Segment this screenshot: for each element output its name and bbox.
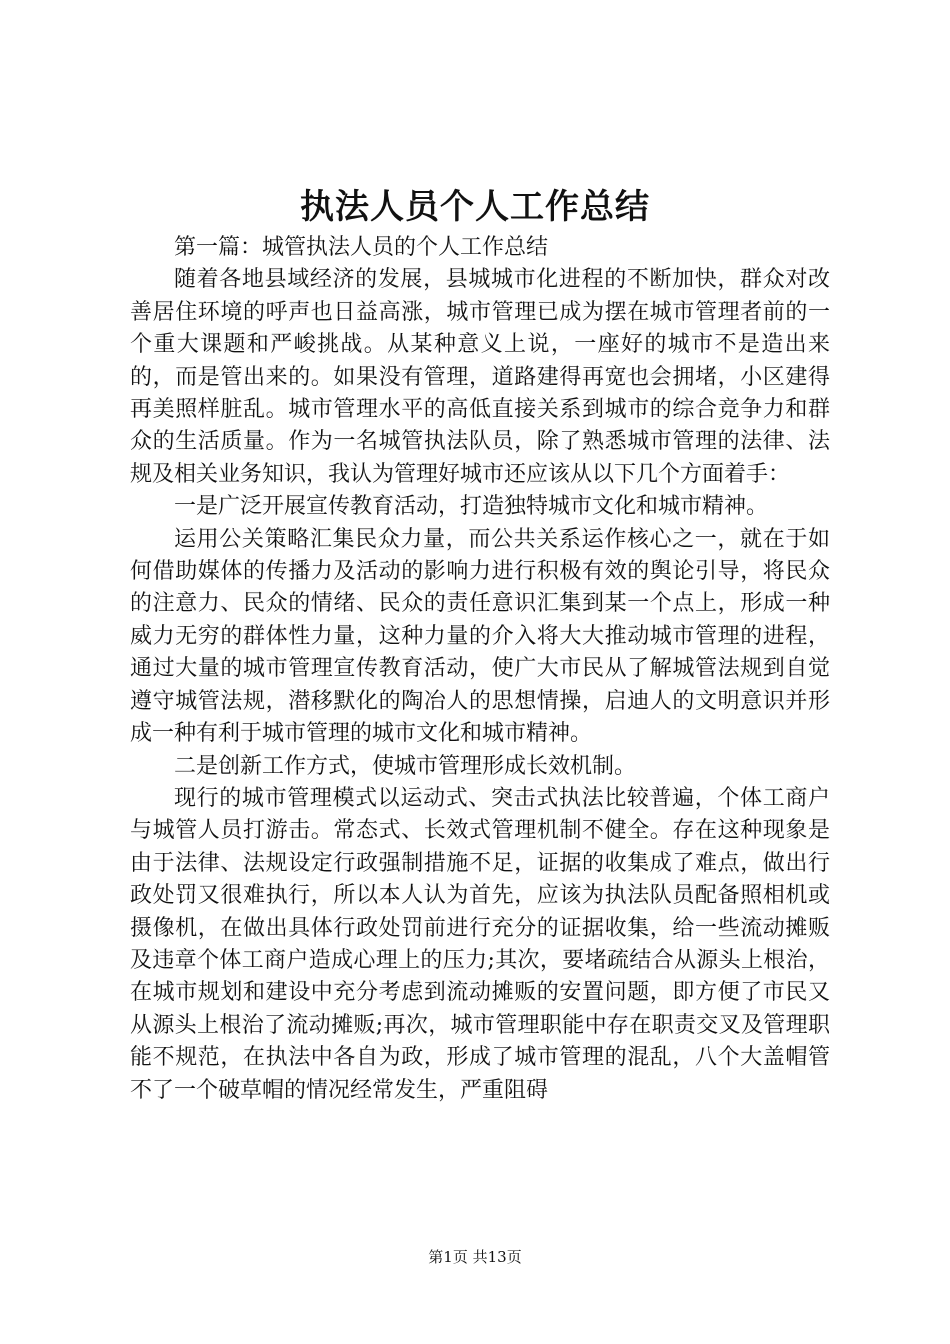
paragraph-point-one: 运用公关策略汇集民众力量，而公共关系运作核心之一，就在于如何借助媒体的传播力及活动的影响力进行积极有效的舆论引导，将民众的注意力、民众的情绪、民众的责任意识汇集到某一个点上，形成一种威力无穷的群体性力量，这种力量的介入将大大推动城市管理的进程，通过大量的城市管理宣传教育活动，使广大市民从了解城管法规到自觉遵守城管法规，潜移默化的陶冶人的思想情操，启迪人的文明意识并形成一种有利于城市管理的城市文化和城市精神。 <box>130 526 830 747</box>
document-title: 执法人员个人工作总结 <box>300 187 650 227</box>
paragraph-intro: 随着各地县域经济的发展，县城城市化进程的不断加快，群众对改善居住环境的呼声也日益高涨，城市管理已成为摆在城市管理者前的一个重大课题和严峻挑战。从某种意义上说，一座好的城市不是造出来的，而是管出来的。如果没有管理，道路建得再宽也会拥堵，小区建得再美照样脏乱。城市管理水平的高低直接关系到城市的综合竞争力和群众的生活质量。作为一名城管执法队员，除了熟悉城市管理的法律、法规及相关业务知识，我认为管理好城市还应该从以下几个方面着手： <box>130 267 830 487</box>
page-number-footer: 第1页 共13页 <box>428 1248 522 1266</box>
point-two-heading: 二是创新工作方式，使城市管理形成长效机制。 <box>174 753 637 779</box>
document-body <box>130 232 830 1107</box>
paragraph-point-two: 现行的城市管理模式以运动式、突击式执法比较普遍，个体工商户与城管人员打游击。常态式、长效式管理机制不健全。存在这种现象是由于法律、法规设定行政强制措施不足，证据的收集成了难点，做出行政处罚又很难执行，所以本人认为首先，应该为执法队员配备照相机或摄像机，在做出具体行政处罚前进行充分的证据收集，给一些流动摊贩及违章个体工商户造成心理上的压力;其次，要堵疏结合从源头上根治，在城市规划和建设中充分考虑到流动摊贩的安置问题，即方便了市民又从源头上根治了流动摊贩;再次，城市管理职能中存在职责交叉及管理职能不规范，在执法中各自为政，形成了城市管理的混乱，八个大盖帽管不了一个破草帽的情况经常发生，严重阻碍 <box>130 785 830 1103</box>
section-heading: 第一篇：城管执法人员的个人工作总结 <box>174 235 549 260</box>
point-one-heading: 一是广泛开展宣传教育活动，打造独特城市文化和城市精神。 <box>174 494 769 520</box>
